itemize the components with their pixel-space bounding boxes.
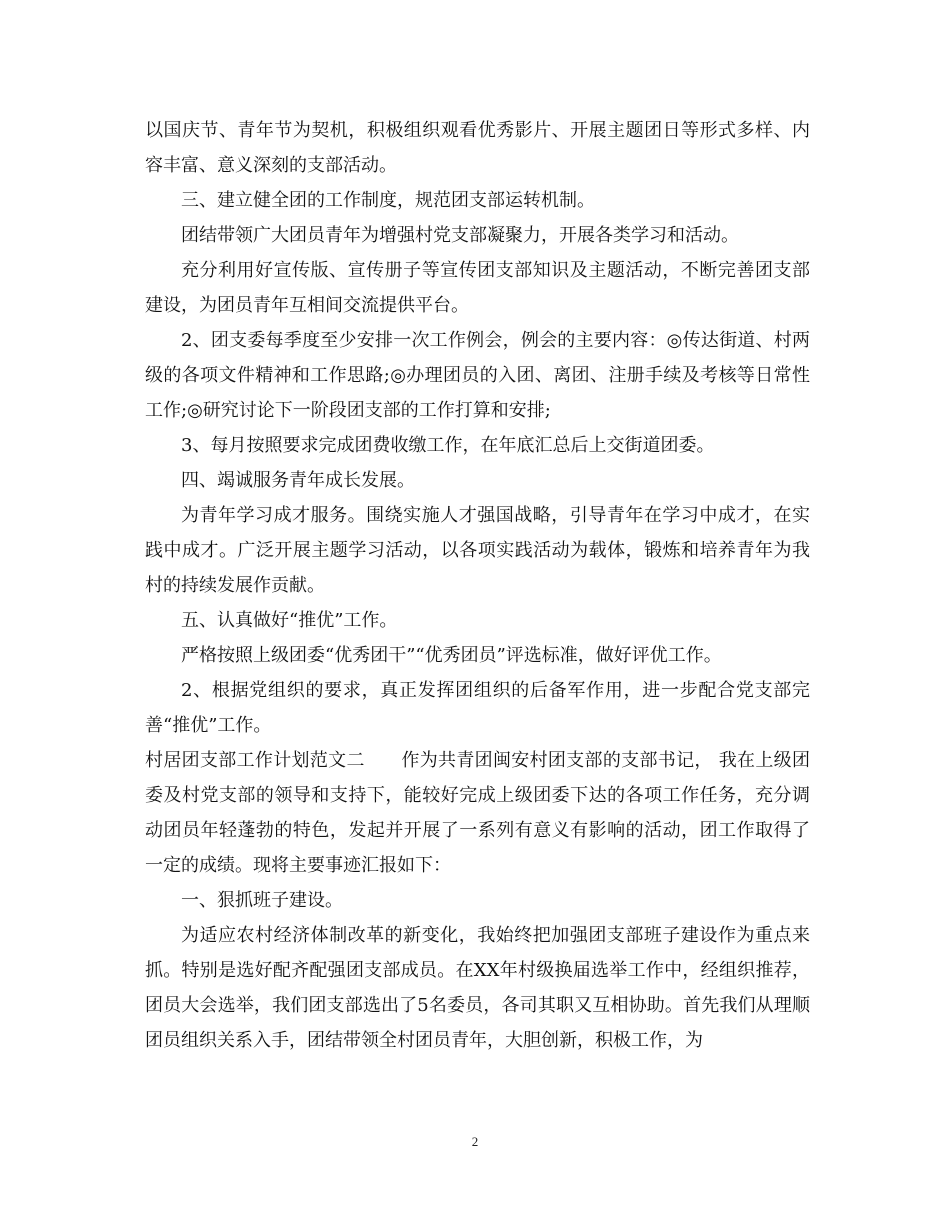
paragraph: 2、根据党组织的要求，真正发挥团组织的后备军作用，进一步配合党支部完善“推优”工作。 xyxy=(145,680,810,736)
paragraph: 村居团支部工作计划范文二 作为共青团闽安村团支部的支部书记， 我在上级团委及村党支部的领导和支持下，能较好完成上级团委下达的各项工作任务，充分调动团员年轻蓬勃的特色，发起并开展了一系列有意义有影响的活动，团工作取得了一定的成绩。现将主要事迹汇报如下： xyxy=(145,750,810,876)
paragraph: 为青年学习成才服务。围绕实施人才强国战略，引导青年在学习中成才，在实践中成才。广泛开展主题学习活动，以各项实践活动为载体，锻炼和培养青年为我村的持续发展作贡献。 xyxy=(145,505,810,596)
section-heading: 五、认真做好“推优”工作。 xyxy=(181,610,398,631)
paragraph: 严格按照上级团委“优秀团干”“优秀团员”评选标准，做好评优工作。 xyxy=(181,645,722,666)
paragraph: 团结带领广大团员青年为增强村党支部凝聚力，开展各类学习和活动。 xyxy=(181,225,739,246)
section-heading: 三、建立健全团的工作制度，规范团支部运转机制。 xyxy=(181,190,595,211)
section-heading: 一、狠抓班子建设。 xyxy=(181,890,343,911)
paragraph: 2、团支委每季度至少安排一次工作例会，例会的主要内容：◎传达街道、村两级的各项文件精神和工作思路;◎办理团员的入团、离团、注册手续及考核等日常性工作;◎研究讨论下一阶段团支部的工作打算和安排; xyxy=(145,330,810,421)
section-heading: 四、竭诚服务青年成长发展。 xyxy=(181,470,415,491)
paragraph: 以国庆节、青年节为契机，积极组织观看优秀影片、开展主题团日等形式多样、内容丰富、意义深刻的支部活动。 xyxy=(145,120,810,176)
paragraph: 充分利用好宣传版、宣传册子等宣传团支部知识及主题活动，不断完善团支部建设，为团员青年互相间交流提供平台。 xyxy=(145,260,810,316)
page-number: 2 xyxy=(471,1134,479,1149)
paragraph: 为适应农村经济体制改革的新变化，我始终把加强团支部班子建设作为重点来抓。特别是选好配齐配强团支部成员。在XX年村级换届选举工作中，经组织推荐，团员大会选举，我们团支部选出了5名委员，各司其职又互相协助。首先我们从理顺团员组织关系入手，团结带领全村团员青年，大胆创新，积极工作，为 xyxy=(145,925,810,1051)
document-body xyxy=(145,113,810,1058)
paragraph: 3、每月按照要求完成团费收缴工作，在年底汇总后上交街道团委。 xyxy=(181,435,715,456)
